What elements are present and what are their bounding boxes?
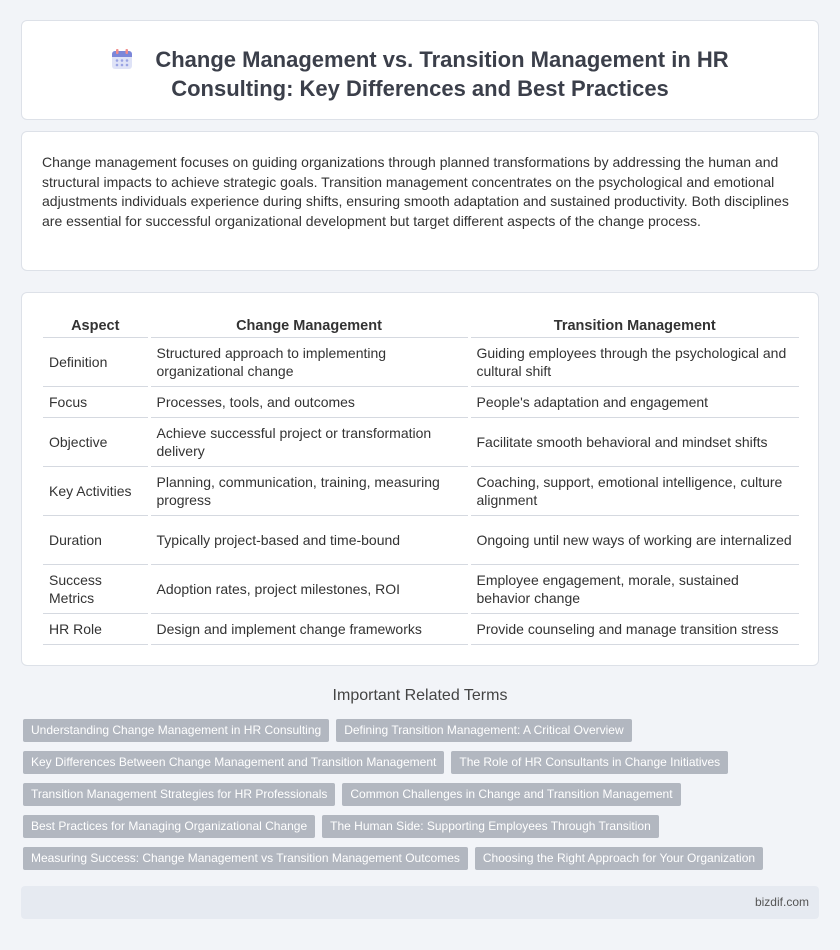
table-row: [43, 613, 799, 644]
tag-row: [23, 751, 813, 774]
row-change: Planning, communication, training, measuring progress: [149, 466, 469, 515]
intro-paragraph: Change management focuses on guiding organizations through planned transformations by addressing the human and structural impacts to achieve strategic goals. Transition management concentrates on the psychological and emotional adjustments individuals experience during shifts, ensuring smooth adaptation and sustained productivity. Both disciplines are essential for successful organizational development but target different aspects of the change process.: [42, 154, 789, 229]
row-transition: People's adaptation and engagement: [469, 386, 799, 417]
row-change: Design and implement change frameworks: [149, 613, 469, 644]
related-term-link[interactable]: Key Differences Between Change Management and Transition Management: [23, 751, 444, 774]
header-aspect: Aspect: [43, 315, 149, 337]
title-card: [21, 20, 819, 120]
row-change: Adoption rates, project milestones, ROI: [149, 564, 469, 613]
related-term-link[interactable]: The Human Side: Supporting Employees Through Transition: [322, 815, 659, 838]
related-term-link[interactable]: Transition Management Strategies for HR Professionals: [23, 783, 335, 806]
calendar-icon: [111, 48, 133, 70]
related-terms-list: [23, 719, 813, 879]
row-transition: Guiding employees through the psychological and cultural shift: [469, 337, 799, 386]
row-aspect: Objective: [43, 417, 149, 466]
row-aspect: Duration: [43, 515, 149, 564]
table-row: [43, 515, 799, 564]
tag-row: [23, 719, 813, 742]
row-transition: Coaching, support, emotional intelligence, culture alignment: [469, 466, 799, 515]
page-title: Change Management vs. Transition Management in HR Consulting: Key Differences and Best Practices: [155, 47, 729, 101]
site-link[interactable]: bizdif.com: [754, 895, 809, 909]
related-term-link[interactable]: Best Practices for Managing Organizational Change: [23, 815, 315, 838]
row-aspect: Definition: [43, 337, 149, 386]
row-aspect: Focus: [43, 386, 149, 417]
row-change: Typically project-based and time-bound: [149, 515, 469, 564]
related-term-link[interactable]: Measuring Success: Change Management vs Transition Management Outcomes: [23, 847, 468, 870]
comparison-table-card: [21, 292, 819, 666]
page-title-wrap: [22, 45, 818, 103]
related-term-link[interactable]: Common Challenges in Change and Transition Management: [342, 783, 680, 806]
table-row: [43, 564, 799, 613]
tag-row: [23, 815, 813, 838]
row-change: Processes, tools, and outcomes: [149, 386, 469, 417]
row-change: Achieve successful project or transformation delivery: [149, 417, 469, 466]
row-transition: Employee engagement, morale, sustained behavior change: [469, 564, 799, 613]
row-aspect: HR Role: [43, 613, 149, 644]
related-term-link[interactable]: Defining Transition Management: A Critical Overview: [336, 719, 631, 742]
tag-row: [23, 783, 813, 806]
tag-row: [23, 847, 813, 870]
header-change-management: Change Management: [149, 315, 469, 337]
header-transition-management: Transition Management: [469, 315, 799, 337]
related-term-link[interactable]: Understanding Change Management in HR Consulting: [23, 719, 329, 742]
table-row: [43, 466, 799, 515]
row-transition: Ongoing until new ways of working are internalized: [469, 515, 799, 564]
table-header-row: [43, 315, 799, 337]
row-change: Structured approach to implementing organizational change: [149, 337, 469, 386]
footer: [21, 886, 819, 919]
related-term-link[interactable]: Choosing the Right Approach for Your Organization: [475, 847, 763, 870]
intro-card: [21, 131, 819, 271]
row-transition: Provide counseling and manage transition stress: [469, 613, 799, 644]
table-row: [43, 386, 799, 417]
related-terms-heading: Important Related Terms: [332, 687, 508, 704]
related-term-link[interactable]: The Role of HR Consultants in Change Initiatives: [451, 751, 728, 774]
table-row: [43, 337, 799, 386]
row-transition: Facilitate smooth behavioral and mindset shifts: [469, 417, 799, 466]
row-aspect: Success Metrics: [43, 564, 149, 613]
row-aspect: Key Activities: [43, 466, 149, 515]
comparison-table: [43, 315, 799, 645]
table-row: [43, 417, 799, 466]
